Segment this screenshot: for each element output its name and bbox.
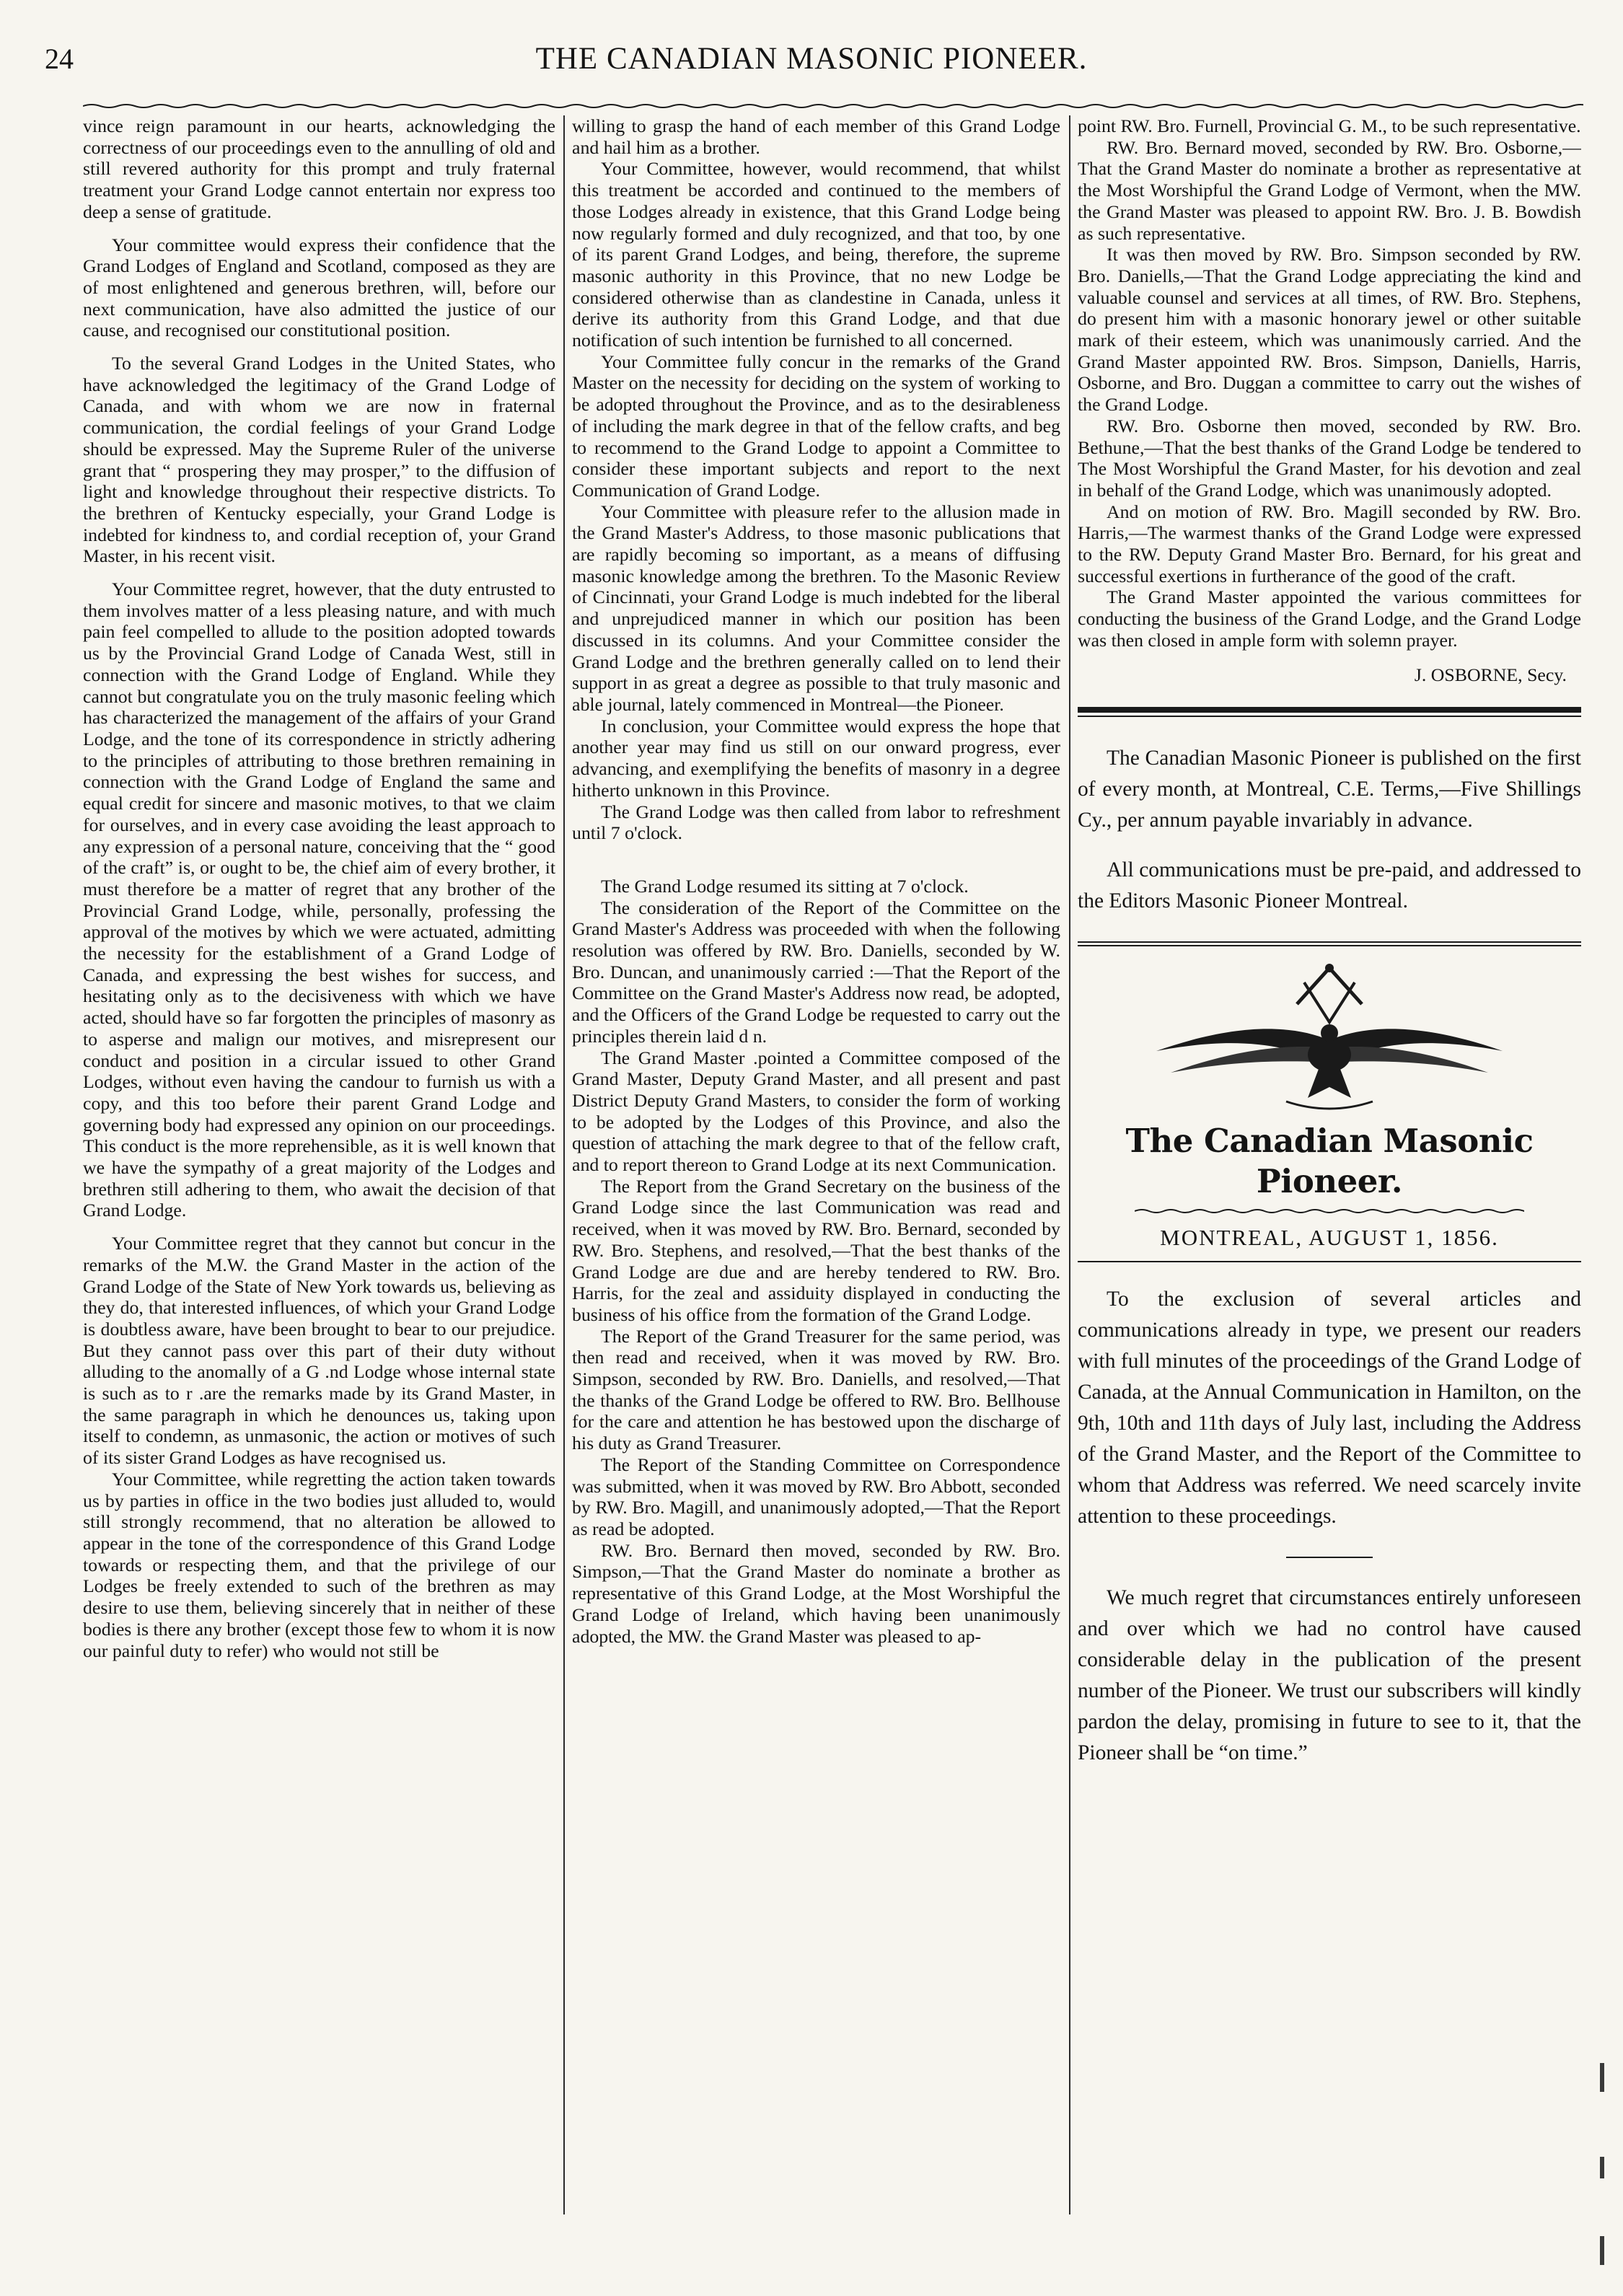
paragraph: point RW. Bro. Furnell, Provincial G. M., to be such representative. xyxy=(1078,115,1581,136)
paragraph: To the several Grand Lodges in the United States, who have acknowledged the legitimacy of the Grand Lodge of Canada, and with whom we are now in fraternal communication, the cordial feelings of your Grand Lodge should be expressed. May the Supreme Ruler of the universe grant that “ prospering they may prosper,” to the diffusion of light and knowledge throughout their respective districts. To the brethren of Kentucky especially, your Grand Lodge is indebted for kindness to, and cordial reception of, your Grand Master, in his recent visit. xyxy=(83,353,555,567)
column-1 xyxy=(83,115,555,2258)
running-head: THE CANADIAN MASONIC PIONEER. xyxy=(535,42,1088,76)
paragraph: The Grand Master .pointed a Committee composed of the Grand Master, Deputy Grand Master, and all present and past District Deputy Grand Masters, to consider the form of working to be adopted by the Lodges of this Province, and also the question of attaching the mark degree to that of the fellow craft, and to report thereon to Grand Lodge at its next Communication. xyxy=(572,1047,1060,1176)
dateline: MONTREAL, AUGUST 1, 1856. xyxy=(1160,1225,1499,1251)
paragraph: Your Committee regret that they cannot but concur in the remarks of the M.W. the Grand Master in the action of the Grand Lodge of the State of New York towards us, believing as they do, that interested influences, of which your Grand Lodge is doubtless aware, have been brought to bear to our prejudice. But they cannot pass over this part of their duty without alluding to the anomally of a G .nd Lodge whose internal state is such as to r .are the remarks made by its Grand Master, in the same paragraph in which he denounces us, taking upon itself to condemn, as unmasonic, the action or motives of such of its sister Grand Lodges as have recognised us. xyxy=(83,1233,555,1469)
paragraph: In conclusion, your Committee would express the hope that another year may find us still on our onward progress, ever advancing, and exemplifying the benefits of masonry in a degree hitherto unknown in this Province. xyxy=(572,715,1060,801)
paragraph: The Report of the Standing Committee on Correspondence was submitted, when it was moved by RW. Bro Abbott, seconded by RW. Bro. Magill, and unanimously adopted,—That the Report as read be adopted. xyxy=(572,1453,1060,1539)
paragraph: The Grand Master appointed the various committees for conducting the business of the Grand Lodge, and the Grand Lodge was then closed in ample form with solemn prayer. xyxy=(1078,586,1581,651)
paragraph: RW. Bro. Bernard moved, seconded by RW. Bro. Osborne,—That the Grand Master do nominate a brother as representative at the Most Worshipful the Grand Lodge of Vermont, when the MW. the Grand Master was pleased to appoint RW. Bro. J. B. Bowdish as such representative. xyxy=(1078,136,1581,244)
paragraph: RW. Bro. Bernard then moved, seconded by RW. Bro. Simpson,—That the Grand Master do nominate a brother as representative of this Grand Lodge, at the Most Worshipful the Grand Lodge of Ireland, which having been unanimously adopted, the MW. the Grand Master was pleased to ap- xyxy=(572,1539,1060,1647)
column-rule-right xyxy=(1069,115,1070,2214)
paragraph: Your Committee, however, would recommend, that whilst this treatment be accorded and continued to the members of those Lodges already in existence, that this Grand Lodge being now regularly formed and duly recognized, and that too, by one of its parent Grand Lodges, and being, therefore, the supreme masonic authority in this Province, that no new Lodge be considered otherwise than as clandestine in Canada, unless it derive its authority from this Grand Lodge, and that due notification of such intention be furnished to all concerned. xyxy=(572,158,1060,351)
communications-notice: All communications must be pre-paid, and addressed to the Editors Masonic Pioneer Montreal. xyxy=(1078,858,1581,913)
eagle-emblem-icon xyxy=(1142,954,1517,1120)
header-wavy-rule xyxy=(83,101,1583,111)
paragraph: It was then moved by RW. Bro. Simpson seconded by RW. Bro. Daniells,—That the Grand Lodge appreciating the kind and valuable counsel and services at all times, of RW. Bro. Stephens, do present him with a masonic honorary jewel or other suitable mark of their esteem, which was unanimously carried. And the Grand Master appointed RW. Bros. Simpson, Daniells, Harris, Osborne, and Bro. Duggan a committee to carry out the wishes of the Grand Lodge. xyxy=(1078,244,1581,415)
column-2 xyxy=(572,115,1060,2258)
publication-notice: The Canadian Masonic Pioneer is published on the first of every month, at Montreal, C.E. Terms,—Five Shillings Cy., per annum payable invariably in advance. xyxy=(1078,747,1581,832)
editorial-paragraph: To the exclusion of several articles and communications already in type, we present our readers with full minutes of the proceedings of the Grand Lodge of Canada, at the Annual Communication in Hamilton, on the 9th, 10th and 11th days of July last, including the Address of the Grand Master, and the Report of the Committee to whom that Address was referred. We need scarcely invite attention to these proceedings. xyxy=(1078,1288,1581,1529)
margin-mark xyxy=(1600,2063,1604,2092)
margin-mark xyxy=(1600,2157,1604,2178)
paragraph: vince reign paramount in our hearts, acknowledging the correctness of our proceedings even to the annulling of old and still revered authority for this prompt and truly fraternal treatment your Grand Lodge cannot entertain nor express too deep a sense of gratitude. xyxy=(83,115,555,222)
paragraph: RW. Bro. Osborne then moved, seconded by RW. Bro. Bethune,—That the best thanks of the Grand Lodge be tendered to The Most Worshipful the Grand Master, for his devotion and zeal in behalf of the Grand Lodge, which was unanimously adopted. xyxy=(1078,415,1581,501)
column-3 xyxy=(1078,115,1581,2258)
paragraph: Your Committee regret, however, that the duty entrusted to them involves matter of a less pleasing nature, and with much pain feel compelled to allude to the position adopted towards us by the Provincial Grand Lodge of Canada West, still in connection with the Grand Lodge of England. While they cannot but congratulate you on the truly masonic feeling which has characterized the management of the affairs of your Grand Lodge, and the tone of its correspondence in strictly adhering to the principles of attributing to those brethren remaining in connection with the Grand Lodge of England the same and equal credit for sincere and masonic motives, to that we claim for ourselves, and in every case avoiding the least approach to any expression of a personal nature, conceiving that the “ good of the craft” is, or ought to be, the chief aim of every brother, it must therefore be a matter of regret that any brother of the Provincial Grand Lodge, while, personally, professing the approval of the motives by which we were actuated, admitting the necessity for the establishment of a Grand Lodge of Canada, and expressing the best wishes for success, and hesitating only as to the decisiveness with which we have acted, should have so far forgotten the principles of masonry as to asperse and malign our motives, and misrepresent our conduct and position in a circular issued to other Grand Lodges, without even having the candour to furnish us with a copy, and this too before their parent Grand Lodge and governing body had expressed any opinion on our proceedings. This conduct is the more reprehensible, as it is well known that we have the sympathy of a great majority of the Lodges and brethren still adhering to them, who await the decision of that Grand Lodge. xyxy=(83,579,555,1221)
paragraph: Your Committee fully concur in the remarks of the Grand Master on the necessity for deciding on the system of working to be adopted throughout the Province, and as to the desirableness of including the mark degree in that of the fellow crafts, and beg to recommend to the Grand Lodge to appoint a Committee to consider these important subjects and report to the next Communication of Grand Lodge. xyxy=(572,351,1060,501)
masthead-title: The Canadian Masonic Pioneer. xyxy=(1125,1122,1534,1201)
masthead-wavy-rule xyxy=(1135,1206,1524,1216)
double-rule xyxy=(1078,941,1581,946)
paragraph: The Report of the Grand Treasurer for the same period, was then read and received, when it was moved by RW. Bro. Simpson, seconded by RW. Bro. Daniells, and resolved,—That the thanks of the Grand Lodge be offered to RW. Bro. Bellhouse for the care and attention he has bestowed upon the discharge of his duty as Grand Treasurer. xyxy=(572,1325,1060,1454)
paragraph: willing to grasp the hand of each member of this Grand Lodge and hail him as a brother. xyxy=(572,115,1060,158)
paragraph: And on motion of RW. Bro. Magill seconded by RW. Bro. Harris,—The warmest thanks of the Grand Lodge were expressed to the RW. Deputy Grand Master Bro. Bernard, for his great and successful exertions in furtherance of the good of the craft. xyxy=(1078,501,1581,586)
paragraph: Your Committee with pleasure refer to the allusion made in the Grand Master's Address, to those masonic publications that are rapidly becoming so important, as a means of diffusing masonic knowledge among the brethren. To the Masonic Review of Cincinnati, your Grand Lodge is much indebted for the liberal and unprejudiced manner in which our position has been discussed in its columns. And your Committee consider the Grand Lodge and the brethren generally called on to lend their support in as great a degree as possible to that truly masonic and able journal, lately commenced in Montreal—the Pioneer. xyxy=(572,501,1060,715)
section-break xyxy=(572,844,1060,876)
margin-mark xyxy=(1600,2236,1604,2265)
editorial-paragraph: We much regret that circumstances entirely unforeseen and over which we had no control have caused considerable delay in the publication of the present number of the Pioneer. We trust our subscribers will kindly pardon the delay, promising in future to see to it, that the Pioneer shall be “on time.” xyxy=(1078,1586,1581,1765)
thick-rule xyxy=(1078,707,1581,713)
thin-rule xyxy=(1078,716,1581,717)
paragraph: The Grand Lodge resumed its sitting at 7 o'clock. xyxy=(601,875,969,897)
signature: J. OSBORNE, Secy. xyxy=(1414,664,1567,685)
short-rule xyxy=(1286,1557,1373,1558)
dateline-rule xyxy=(1078,1261,1581,1262)
page-number: 24 xyxy=(45,43,74,75)
paragraph: The Report from the Grand Secretary on the business of the Grand Lodge since the last Communication was read and received, when it was moved by RW. Bro. Bernard, seconded by RW. Bro. Stephens, and resolved,—That the best thanks of the Grand Lodge are due and are hereby tendered to RW. Bro. Harris, for the zeal and assiduity displayed in conducting the business of his office from the formation of the Grand Lodge. xyxy=(572,1175,1060,1325)
paragraph: The Grand Lodge was then called from labor to refreshment until 7 o'clock. xyxy=(572,801,1060,844)
paragraph: Your committee would express their confidence that the Grand Lodges of England and Scotland, composed as they are of most enlightened and generous brethren, will, before our next communication, have also admitted the justice of our cause, and recognised our constitutional position. xyxy=(83,234,555,341)
paragraph: Your Committee, while regretting the action taken towards us by parties in office in the two bodies just alluded to, would still strongly recommend, that no alteration be allowed to appear in the tone of the correspondence of this Grand Lodge towards or respecting them, and that the privilege of our Lodges be freely extended to such of the brethren as may desire to use them, believing sincerely that in neither of these bodies is there any brother (except those few to whom it is now our painful duty to refer) who would not still be xyxy=(83,1468,555,1661)
paragraph: The consideration of the Report of the Committee on the Grand Master's Address was proceeded with when the following resolution was offered by RW. Bro. Daniells, seconded by W. Bro. Duncan, and unanimously carried :—That the Report of the Committee on the Grand Master's Address now read, be adopted, and the Officers of the Grand Lodge be requested to carry out the principles therein laid d n. xyxy=(572,897,1060,1047)
column-rule-left xyxy=(563,115,565,2214)
